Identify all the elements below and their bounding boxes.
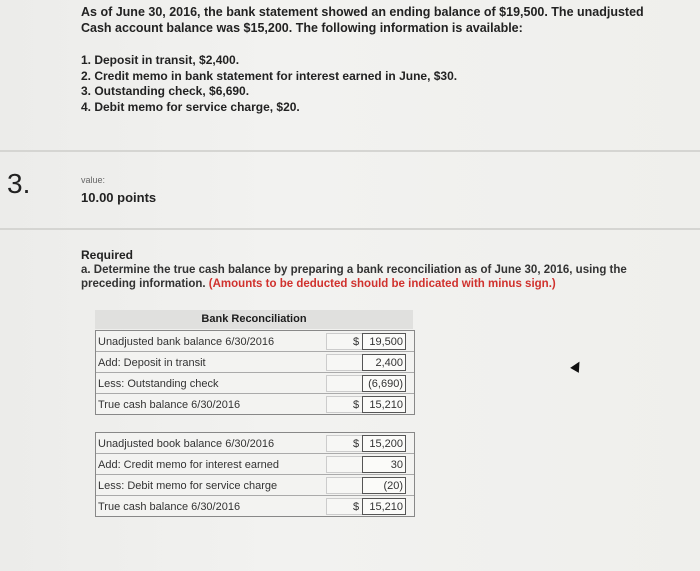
amount-input[interactable]: 2,400	[362, 354, 406, 371]
row-label: True cash balance 6/30/2016	[98, 501, 241, 513]
list-item: 4. Debit memo for service charge, $20.	[81, 99, 300, 114]
mouse-cursor-icon	[570, 359, 584, 373]
points-value: 10.00 points	[81, 190, 157, 205]
value-label: value:	[81, 175, 106, 185]
amount-input[interactable]: 15,200	[362, 435, 406, 452]
reconciliation-title: Bank Reconciliation	[95, 310, 413, 329]
amount-input[interactable]: 30	[362, 456, 406, 473]
table-row	[96, 352, 414, 373]
amount-input[interactable]: 15,210	[362, 396, 406, 413]
row-label: True cash balance 6/30/2016	[98, 399, 241, 411]
reconciliation-header	[95, 310, 413, 329]
required-title: Required	[81, 248, 134, 262]
amount-input[interactable]: 15,210	[362, 498, 406, 515]
amount-input[interactable]: (20)	[362, 477, 406, 494]
problem-intro: As of June 30, 2016, the bank statement showed an ending balance of $19,500. The unadjusted Cash account balance was $15,200. The following information is available:	[81, 5, 644, 35]
currency-cell[interactable]: $	[326, 435, 386, 452]
table-row	[96, 475, 414, 496]
row-label[interactable]: Add: Credit memo for interest earned	[98, 459, 279, 471]
list-item: 2. Credit memo in bank statement for interest earned in June, $30.	[81, 68, 458, 83]
question-number: 3.	[7, 168, 31, 199]
table-row	[96, 496, 414, 516]
table-row	[96, 373, 414, 394]
currency-cell[interactable]: $	[326, 498, 386, 515]
amount-input[interactable]: (6,690)	[362, 375, 406, 392]
row-label: Unadjusted book balance 6/30/2016	[98, 438, 275, 450]
row-label: Unadjusted bank balance 6/30/2016	[98, 336, 275, 348]
part-a-note: (Amounts to be deducted should be indicated with minus sign.)	[208, 278, 556, 290]
list-item: 1. Deposit in transit, $2,400.	[81, 53, 240, 67]
table-row	[96, 454, 414, 475]
required-part-a	[81, 263, 641, 291]
part-a-text: a. Determine the true cash balance by preparing a bank reconciliation as of June 30, 2016, using the preceding information.	[81, 264, 627, 290]
book-section	[95, 432, 415, 517]
list-item: 3. Outstanding check, $6,690.	[81, 84, 250, 98]
table-row	[96, 394, 414, 414]
section-divider	[0, 150, 700, 152]
bank-section	[95, 330, 415, 415]
section-divider	[0, 228, 700, 230]
currency-cell[interactable]: $	[326, 396, 386, 413]
row-label[interactable]: Add: Deposit in transit	[98, 357, 206, 369]
row-label[interactable]: Less: Debit memo for service charge	[98, 480, 278, 492]
row-label[interactable]: Less: Outstanding check	[98, 378, 219, 390]
table-row	[96, 331, 414, 352]
amount-input[interactable]: 19,500	[362, 333, 406, 350]
given-info-list	[81, 53, 457, 115]
currency-cell[interactable]: $	[326, 333, 386, 350]
table-row	[96, 433, 414, 454]
